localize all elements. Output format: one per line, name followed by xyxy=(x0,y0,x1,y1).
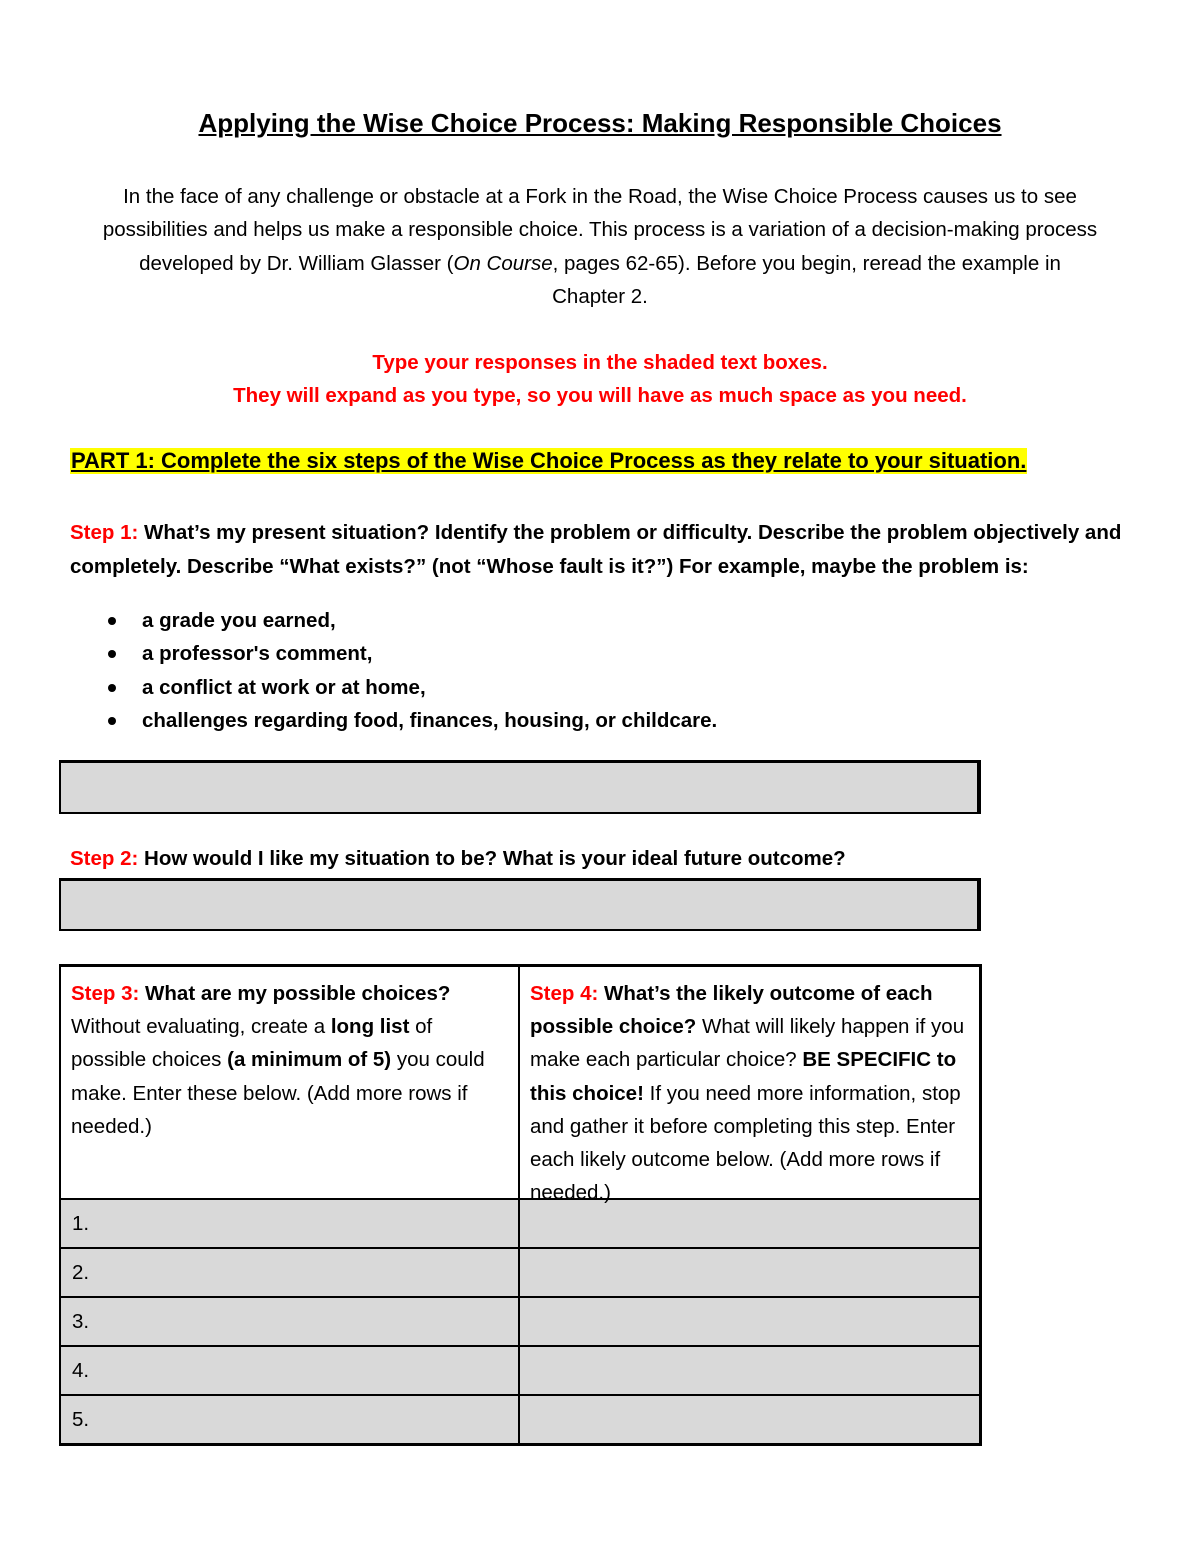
instructions xyxy=(0,346,1200,412)
outcome-cell[interactable] xyxy=(519,1248,980,1297)
table-row xyxy=(60,1297,980,1346)
table-row xyxy=(60,1199,980,1248)
outcome-cell[interactable] xyxy=(519,1297,980,1346)
step3-text: of possible choices xyxy=(71,1015,433,1072)
intro-text-end: , pages 62-65). Before you begin, reread the example in Chapter 2. xyxy=(552,251,1061,309)
outcome-cell[interactable] xyxy=(519,1346,980,1395)
example-list xyxy=(100,604,717,737)
step1-prompt xyxy=(70,516,1145,583)
list-item-text: a conflict at work or at home, xyxy=(142,675,426,699)
step3-question: What are my possible choices? xyxy=(139,982,451,1005)
part1-heading: PART 1: Complete the six steps of the Wise Choice Process as they relate to your situation. xyxy=(71,448,1027,473)
bullet-icon xyxy=(108,617,116,625)
page-title: Applying the Wise Choice Process: Making Responsible Choices xyxy=(198,108,1002,138)
step1-answer-box[interactable] xyxy=(59,760,981,814)
table-row xyxy=(60,1346,980,1395)
list-item-text: a professor's comment, xyxy=(142,642,373,666)
list-item-text: challenges regarding food, finances, housing, or childcare. xyxy=(142,708,718,732)
step3-cell xyxy=(60,966,519,1200)
intro-paragraph xyxy=(100,180,1100,314)
list-item xyxy=(100,704,717,737)
instruction-line-1: Type your responses in the shaded text boxes. xyxy=(372,351,828,374)
choices-outcomes-table xyxy=(59,964,982,1446)
step1-label: Step 1: xyxy=(70,521,139,544)
step4-emphasis: BE SPECIFIC to this choice! xyxy=(530,1048,957,1105)
step4-question: What’s the likely outcome of each possible choice? xyxy=(530,982,933,1039)
step4-cell xyxy=(519,966,980,1205)
choice-cell[interactable]: 2. xyxy=(60,1248,519,1297)
step2-label: Step 2: xyxy=(70,847,139,870)
step2-answer-box[interactable] xyxy=(59,878,981,931)
table-header-row xyxy=(60,966,980,1200)
table-row xyxy=(60,1395,980,1445)
step4-label: Step 4: xyxy=(530,982,599,1005)
step3-text: Without evaluating, create a xyxy=(71,1015,331,1039)
step2-prompt xyxy=(70,847,846,871)
step3-label: Step 3: xyxy=(71,982,140,1005)
step1-text: What’s my present situation? Identify the problem or difficulty. Describe the problem objectively and completely. Describe “What exists?” (not “Whose fault is it?”) For example, maybe the problem is: xyxy=(70,521,1122,578)
step4-prompt xyxy=(520,967,979,1205)
choice-cell[interactable]: 3. xyxy=(60,1297,519,1346)
choice-cell[interactable]: 1. xyxy=(60,1199,519,1248)
list-item-text: a grade you earned, xyxy=(142,609,336,632)
choice-cell[interactable]: 5. xyxy=(60,1395,519,1445)
choice-cell[interactable]: 4. xyxy=(60,1346,519,1395)
bullet-icon xyxy=(108,717,116,725)
list-item xyxy=(100,637,717,670)
bullet-icon xyxy=(108,650,116,658)
bullet-icon xyxy=(108,684,116,692)
instruction-line-2: They will expand as you type, so you will have as much space as you need. xyxy=(233,384,967,407)
table-row xyxy=(60,1248,980,1297)
intro-book-title: On Course xyxy=(453,251,553,275)
step3-text: you could make. Enter these below. (Add more rows if needed.) xyxy=(71,1048,485,1138)
intro-text-start: In the face of any challenge or obstacle at a Fork in the Road, the Wise Choice Process causes us to see possibilities and helps us make a responsible choice. This process is a variation of a decision-making process developed by Dr. William Glasser ( xyxy=(102,185,1098,275)
step4-text: If you need more information, stop and gather it before completing this step. Enter each likely outcome below. (Add more rows if needed.) xyxy=(530,1081,961,1205)
step3-emphasis: long list xyxy=(330,1015,410,1039)
outcome-cell[interactable] xyxy=(519,1395,980,1445)
step4-text: What will likely happen if you make each particular choice? xyxy=(530,1015,965,1072)
step3-emphasis: (a minimum of 5) xyxy=(227,1048,392,1072)
step3-prompt xyxy=(61,967,518,1198)
step2-text: How would I like my situation to be? What is your ideal future outcome? xyxy=(138,847,846,870)
list-item xyxy=(100,604,717,637)
list-item xyxy=(100,671,717,704)
